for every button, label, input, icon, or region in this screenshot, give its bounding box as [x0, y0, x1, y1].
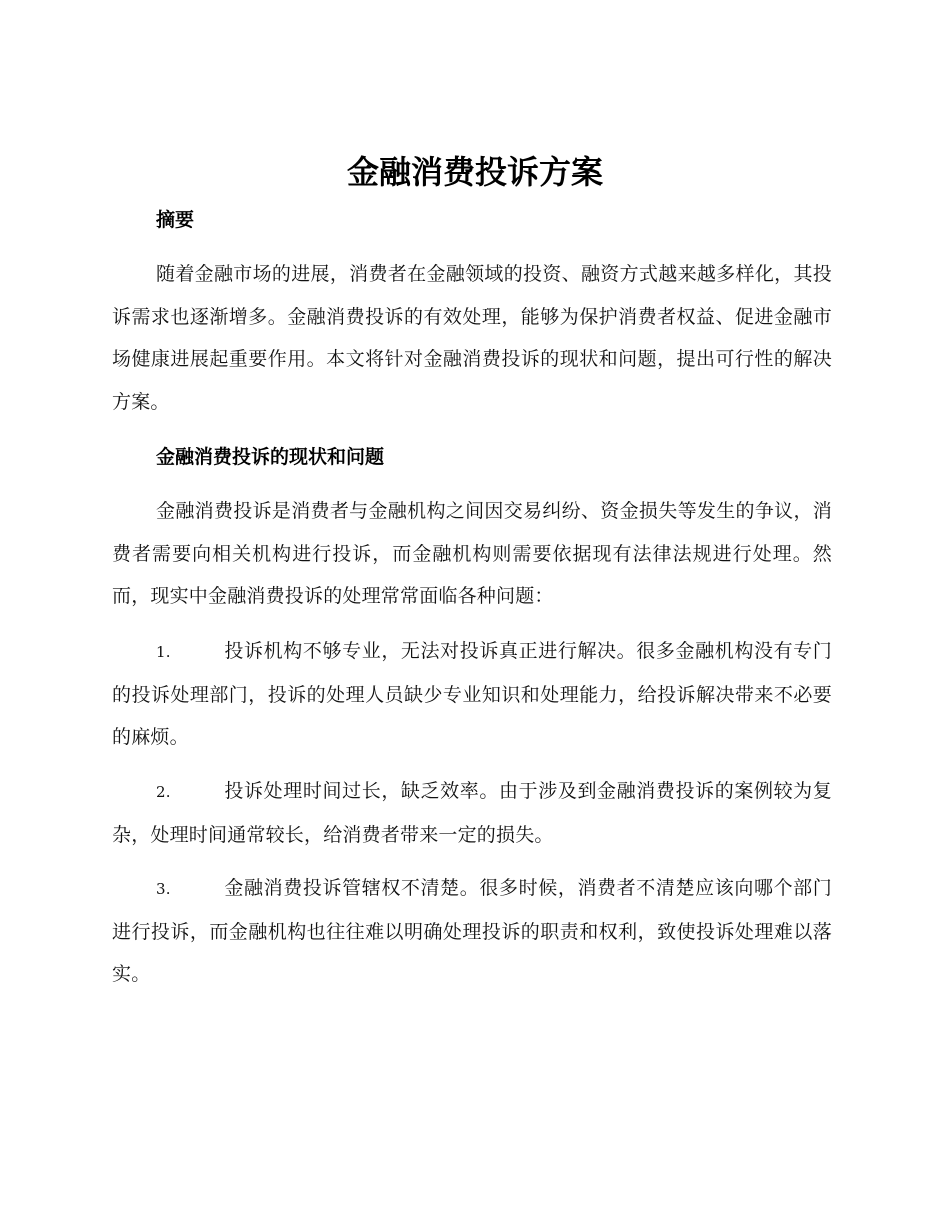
list-item — [112, 770, 832, 856]
section-heading-abstract: 摘要 — [156, 209, 195, 231]
list-item-text: 投诉机构不够专业，无法对投诉真正进行解决。很多金融机构没有专门的投诉处理部门，投诉的处理人员缺少专业知识和处理能力，给投诉解决带来不必要的麻烦。 — [112, 640, 832, 748]
page-title: 金融消费投诉方案 — [346, 153, 603, 191]
list-item — [112, 630, 832, 759]
list-item — [112, 867, 832, 996]
list-item-text: 金融消费投诉管辖权不清楚。很多时候，消费者不清楚应该向哪个部门进行投诉，而金融机构也往往难以明确处理投诉的职责和权利，致使投诉处理难以落实。 — [112, 877, 832, 985]
status-paragraph: 金融消费投诉是消费者与金融机构之间因交易纠纷、资金损失等发生的争议，消费者需要向相关机构进行投诉，而金融机构则需要依据现有法律法规进行处理。然而，现实中金融消费投诉的处理常常面临各种问题： — [112, 500, 832, 607]
list-item-number: 2. — [156, 783, 171, 801]
list-item-number: 1. — [156, 643, 171, 661]
abstract-paragraph: 随着金融市场的进展，消费者在金融领域的投资、融资方式越来越多样化，其投诉需求也逐渐增多。金融消费投诉的有效处理，能够为保护消费者权益、促进金融市场健康进展起重要作用。本文将针对金融消费投诉的现状和问题，提出可行性的解决方案。 — [112, 263, 832, 413]
list-item-number: 3. — [156, 880, 171, 898]
list-item-text: 投诉处理时间过长，缺乏效率。由于涉及到金融消费投诉的案例较为复杂，处理时间通常较长，给消费者带来一定的损失。 — [112, 780, 832, 846]
section-heading-status: 金融消费投诉的现状和问题 — [156, 446, 385, 468]
